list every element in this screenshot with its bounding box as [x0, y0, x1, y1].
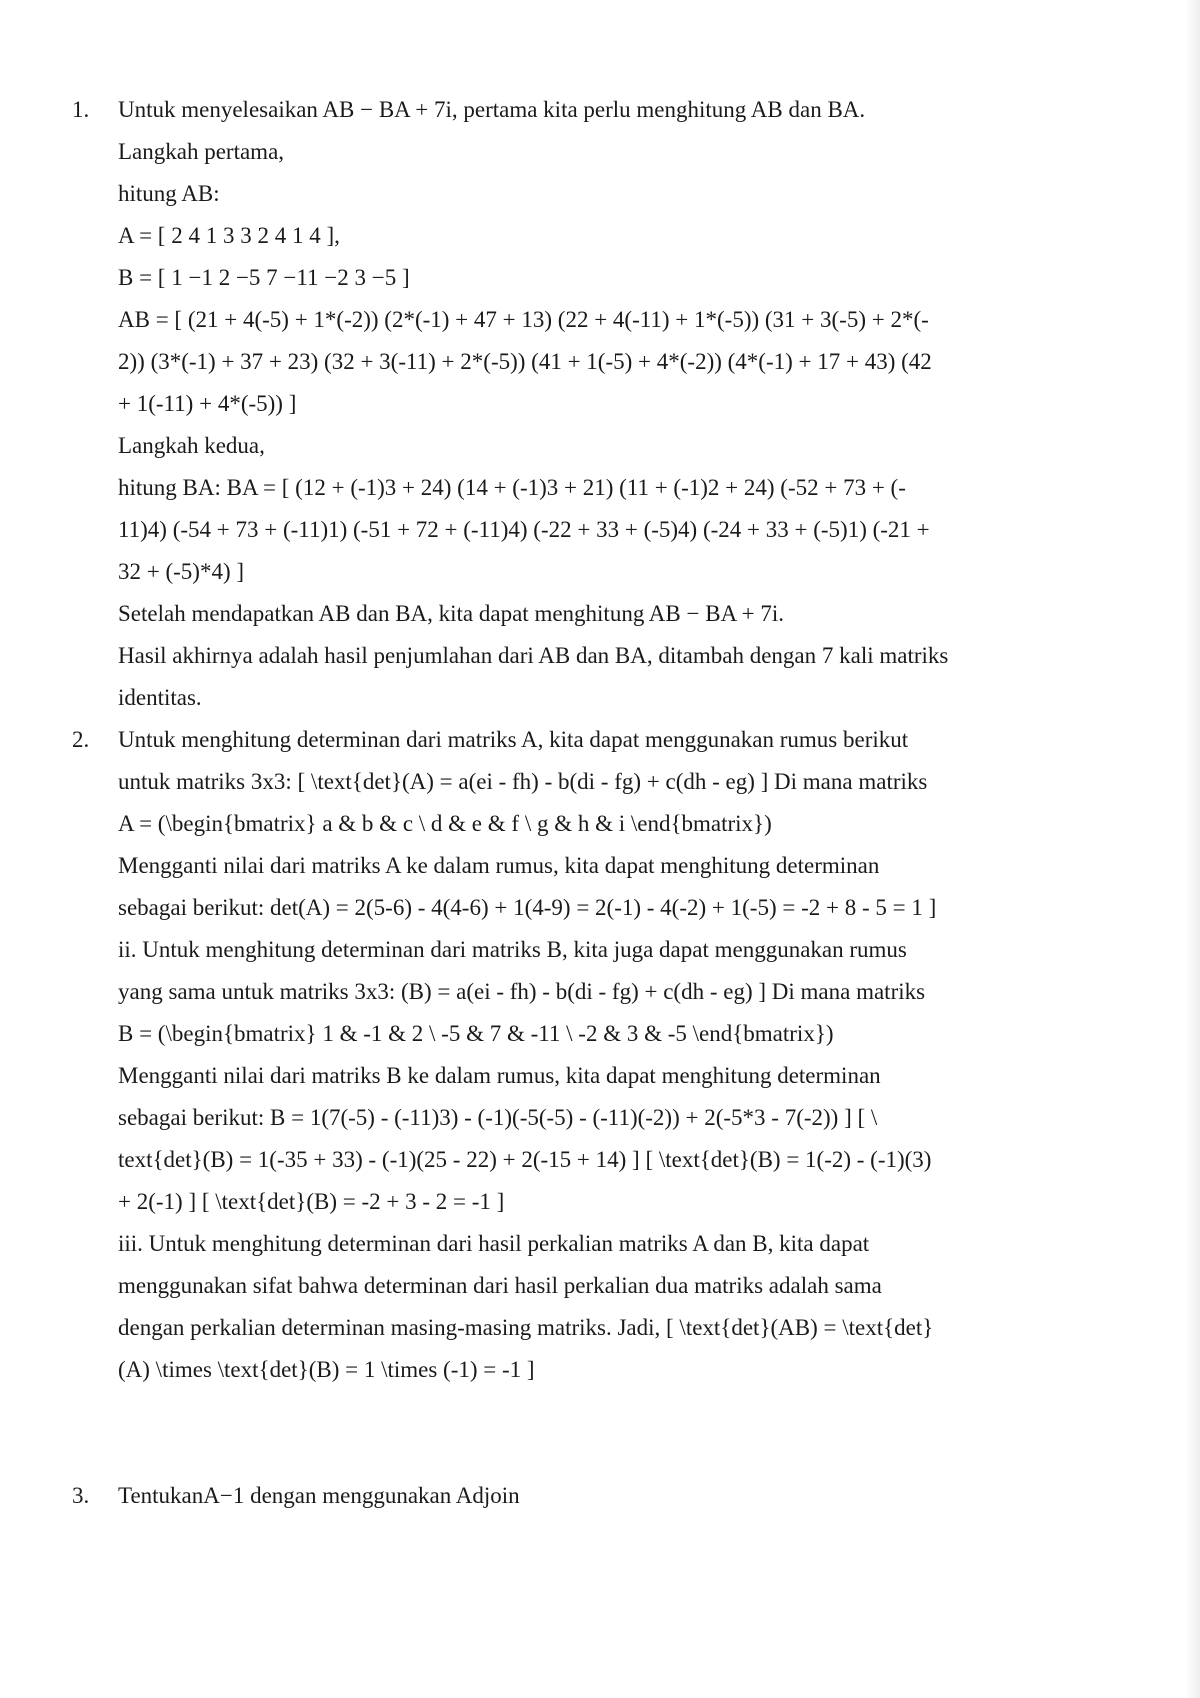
text-line: dengan perkalian determinan masing-masing matriks. Jadi, [ \text{det}(AB) = \text{det} — [118, 1315, 934, 1340]
text-line: yang sama untuk matriks 3x3: (B) = a(ei - fh) - b(di - fg) + c(dh - eg) ] Di mana matriks — [118, 979, 926, 1004]
text-line: iii. Untuk menghitung determinan dari hasil perkalian matriks A dan B, kita dapat — [118, 1231, 870, 1256]
text-line: (A) \times \text{det}(B) = 1 \times (-1) = -1 ] — [118, 1357, 535, 1382]
text-line: untuk matriks 3x3: [ \text{det}(A) = a(ei - fh) - b(di - fg) + c(dh - eg) ] Di mana matriks — [118, 769, 928, 794]
item-number: 3. — [72, 1483, 90, 1508]
text-line: TentukanA−1 dengan menggunakan Adjoin — [118, 1483, 520, 1508]
text-line: identitas. — [118, 685, 202, 710]
matrix-a-line: A = [ 2 4 1 3 3 2 4 1 4 ], — [118, 223, 340, 248]
text-line: + 1(-11) + 4*(-5)) ] — [118, 391, 297, 416]
text-line: 2)) (3*(-1) + 37 + 23) (32 + 3(-11) + 2*(-5)) (41 + 1(-5) + 4*(-2)) (4*(-1) + 17 + 43) (42 — [118, 349, 932, 374]
text-line: menggunakan sifat bahwa determinan dari hasil perkalian dua matriks adalah sama — [118, 1273, 882, 1298]
text-line: Mengganti nilai dari matriks A ke dalam rumus, kita dapat menghitung determinan — [118, 853, 880, 878]
text-line: sebagai berikut: det(A) = 2(5-6) - 4(4-6) + 1(4-9) = 2(-1) - 4(-2) + 1(-5) = -2 + 8 - 5 = 1 ] — [118, 895, 937, 920]
item-number: 1. — [72, 97, 90, 122]
text-line: 32 + (-5)*4) ] — [118, 559, 245, 584]
text-line: Langkah kedua, — [118, 433, 265, 458]
text-line: Setelah mendapatkan AB dan BA, kita dapat menghitung AB − BA + 7i. — [118, 601, 785, 626]
text-line: text{det}(B) = 1(-35 + 33) - (-1)(25 - 22) + 2(-15 + 14) ] [ \text{det}(B) = 1(-2) - (-1)(3) — [118, 1147, 932, 1172]
text-line: Langkah pertama, — [118, 139, 285, 164]
text-line: A = (\begin{bmatrix} a & b & c \ d & e & f \ g & h & i \end{bmatrix}) — [118, 811, 772, 836]
text-line: sebagai berikut: B = 1(7(-5) - (-11)3) - (-1)(-5(-5) - (-11)(-2)) + 2(-5*3 - 7(-2)) ] [ \ — [118, 1105, 878, 1130]
text-line: 11)4) (-54 + 73 + (-11)1) (-51 + 72 + (-11)4) (-22 + 33 + (-5)4) (-24 + 33 + (-5)1) (-21 + — [118, 517, 930, 542]
text-line: Untuk menyelesaikan AB − BA + 7i, pertama kita perlu menghitung AB dan BA. — [118, 97, 866, 122]
text-line: Hasil akhirnya adalah hasil penjumlahan dari AB dan BA, ditambah dengan 7 kali matriks — [118, 643, 949, 668]
text-line: + 2(-1) ] [ \text{det}(B) = -2 + 3 - 2 = -1 ] — [118, 1189, 505, 1214]
page-edge-shadow — [1186, 0, 1200, 1698]
text-line: hitung AB: — [118, 181, 220, 206]
text-line: B = (\begin{bmatrix} 1 & -1 & 2 \ -5 & 7 & -11 \ -2 & 3 & -5 \end{bmatrix}) — [118, 1021, 834, 1046]
text-line: Mengganti nilai dari matriks B ke dalam rumus, kita dapat menghitung determinan — [118, 1063, 881, 1088]
item-number: 2. — [72, 727, 90, 752]
text-line: hitung BA: BA = [ (12 + (-1)3 + 24) (14 + (-1)3 + 21) (11 + (-1)2 + 24) (-52 + 73 + (- — [118, 475, 906, 500]
text-line: Untuk menghitung determinan dari matriks A, kita dapat menggunakan rumus berikut — [118, 727, 909, 752]
matrix-b-line: B = [ 1 −1 2 −5 7 −11 −2 3 −5 ] — [118, 265, 410, 290]
text-line: ii. Untuk menghitung determinan dari matriks B, kita juga dapat menggunakan rumus — [118, 937, 907, 962]
text-line: AB = [ (21 + 4(-5) + 1*(-2)) (2*(-1) + 47 + 13) (22 + 4(-11) + 1*(-5)) (31 + 3(-5) + 2*(- — [118, 307, 929, 332]
